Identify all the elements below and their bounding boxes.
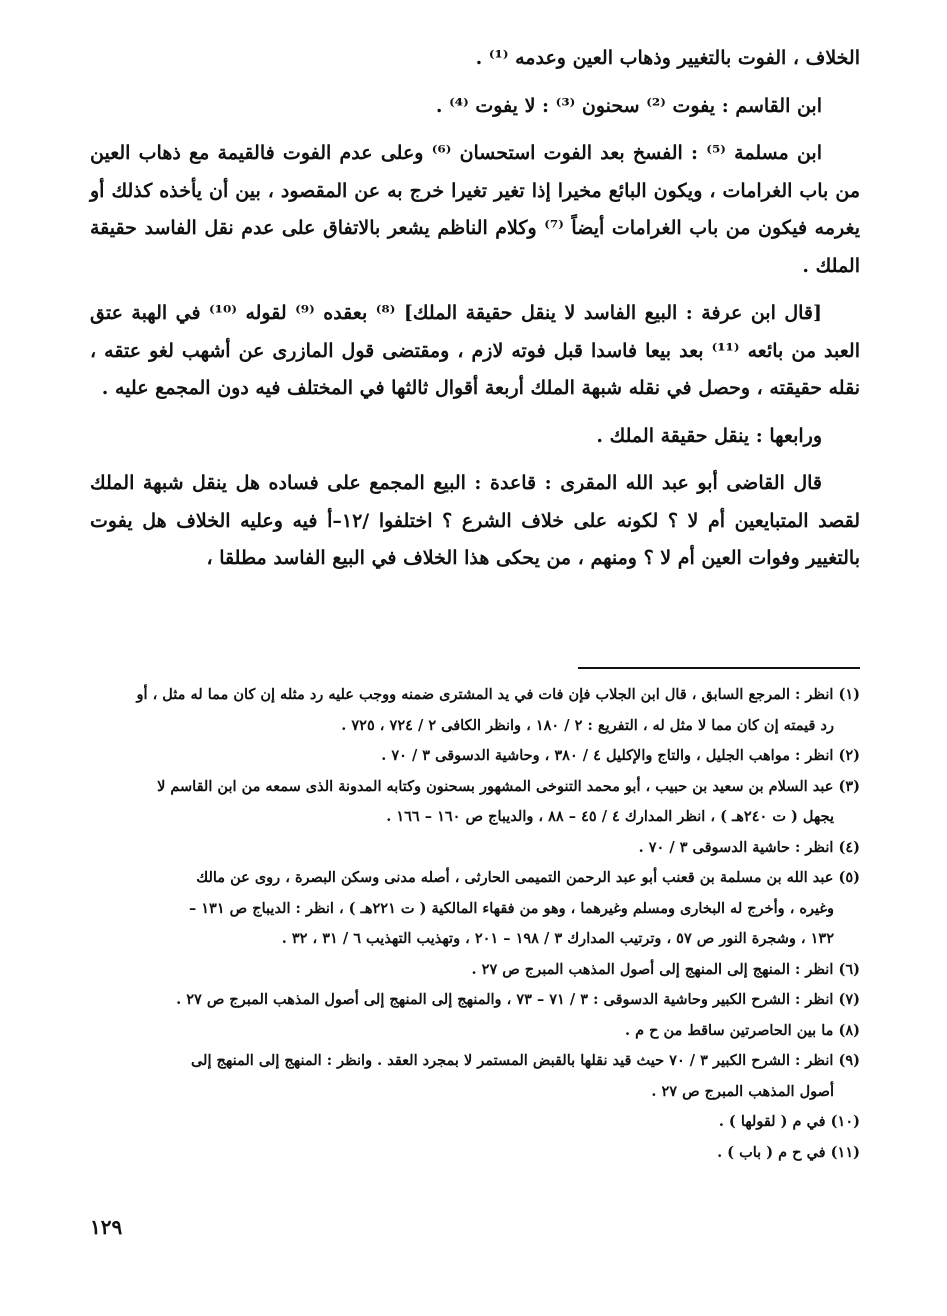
footnote-number: (٦)	[838, 960, 860, 978]
footnote-text: عبد الله بن مسلمة بن قعنب أبو عبد الرحمن التميمى الحارثى ، أصله مدنى وسكن البصرة ، روى عن مالك	[196, 869, 834, 886]
footnote-number: (٥)	[838, 869, 860, 886]
footnotes-section	[90, 680, 860, 1168]
footnote-7	[90, 985, 860, 1016]
paragraph-3: ابن مسلمة ⁽⁵⁾ : الفسخ بعد الفوت استحسان ⁽⁶⁾ وعلى عدم الفوت فالقيمة مع ذهاب العين من باب الغرامات ، ويكون البائع مخيرا إذا تغير تغيرا خرج به عن المقصود ، بين أن يأخذه كذلك أو يغرمه فيكون من باب الغرامات أيضاً ⁽⁷⁾ وكلام الناظم يشعر بالاتفاق على عدم نقل الفاسد حقيقة الملك .	[90, 142, 860, 277]
footnote-number: (٧)	[838, 991, 860, 1008]
footnote-text: انظر : المنهج إلى المنهج إلى أصول المذهب المبرج ص ٢٧ .	[471, 960, 834, 978]
paragraph-6: قال القاضى أبو عبد الله المقرى : قاعدة : البيع المجمع على فساده هل ينقل شبهة الملك لقصد المتبايعين أم لا ؟ لكونه على خلاف الشرع ؟ اختلفوا /١٢–أ فيه وعليه الخلاف هل يفوت بالتغيير وفوات العين أم لا ؟ ومنهم ، من يحكى هذا الخلاف في البيع الفاسد مطلقا ،	[90, 472, 861, 569]
footnote-5	[90, 863, 860, 955]
footnote-number: (١٠)	[830, 1113, 860, 1130]
paragraph-4: [قال ابن عرفة : البيع الفاسد لا ينقل حقيقة الملك] ⁽⁸⁾ بعقده ⁽⁹⁾ لقوله ⁽¹⁰⁾ في الهبة عتق العبد من بائعه ⁽¹¹⁾ بعد بيعا فاسدا قبل فوته لازم ، ومقتضى قول المازرى عن أشهب لغو عتقه ، نقله حقيقته ، وحصل في نقله شبهة الملك أربعة أقوال ثالثها في المختلف فيه دون المجمع عليه .	[90, 302, 860, 399]
footnote-text-cont: يجهل ( ت ٢٤٠هـ ) ، انظر المدارك ٤ / ٤٥ – ٨٨ ، والديباج ص ١٦٠ – ١٦٦ .	[386, 808, 834, 825]
footnote-text: في م ( لقولها ) .	[718, 1113, 826, 1130]
footnote-text: انظر : الشرح الكبير وحاشية الدسوقى : ٣ / ٧١ – ٧٣ ، والمنهج إلى المنهج إلى أصول المذهب المبرج ص ٢٧ .	[176, 991, 834, 1008]
footnote-number: (٢)	[838, 747, 860, 764]
footnote-text: عبد السلام بن سعيد بن حبيب ، أبو محمد التنوخى المشهور بسحنون وكتابه المدونة الذى سمعه من ابن القاسم لا	[157, 777, 834, 795]
main-text	[90, 40, 860, 578]
footnote-4	[90, 833, 860, 864]
footnote-number: (١)	[838, 686, 860, 703]
footnote-9	[90, 1046, 860, 1107]
footnote-separator	[578, 667, 860, 669]
footnote-text: في ح م ( باب ) .	[717, 1143, 826, 1161]
footnote-3	[90, 772, 860, 833]
footnote-text: انظر : مواهب الجليل ، والتاج والإكليل ٤ / ٣٨٠ ، وحاشية الدسوقى ٣ / ٧٠ .	[381, 747, 834, 764]
footnote-8	[90, 1016, 860, 1047]
footnote-number: (٤)	[838, 838, 860, 856]
paragraph-1: الخلاف ، الفوت بالتغيير وذهاب العين وعدمه ⁽¹⁾ .	[475, 47, 860, 69]
footnote-text-cont: رد قيمته إن كان مما لا مثل له ، التفريع : ٢ / ١٨٠ ، وانظر الكافى ٢ / ٧٢٤ ، ٧٢٥ .	[341, 716, 834, 734]
footnote-text-cont: وغيره ، وأخرج له البخارى ومسلم وغيرهما ، وهو من فقهاء المالكية ( ت ٢٢١هـ ) ، انظر : الديباج ص ١٣١ –	[188, 899, 834, 917]
footnote-text: انظر : المرجع السابق ، قال ابن الجلاب فإن فات في يد المشترى ضمنه ووجب عليه رد مثله إن كان مما له مثل ، أو	[136, 686, 834, 703]
footnote-2	[90, 741, 860, 772]
footnote-text: ما بين الحاصرتين ساقط من ح م .	[624, 1021, 834, 1039]
footnote-1	[90, 680, 860, 741]
footnote-number: (٣)	[838, 777, 860, 795]
footnote-10	[90, 1107, 860, 1138]
footnote-text-cont: ١٣٢ ، وشجرة النور ص ٥٧ ، وترتيب المدارك ٣ / ١٩٨ – ٢٠١ ، وتهذيب التهذيب ٦ / ٣١ ، ٣٢ .	[281, 930, 834, 947]
footnote-number: (٨)	[838, 1021, 860, 1039]
paragraph-2: ابن القاسم : يفوت ⁽²⁾ سحنون ⁽³⁾ : لا يفوت ⁽⁴⁾ .	[435, 94, 822, 117]
footnote-text-cont: أصول المذهب المبرج ص ٢٧ .	[651, 1082, 834, 1100]
footnote-text: انظر : الشرح الكبير ٣ / ٧٠ حيث قيد نقلها بالقبض المستمر لا بمجرد العقد . وانظر : المنهج إلى المنهج إلى	[190, 1052, 834, 1069]
page-number: ١٢٩	[90, 1215, 123, 1239]
book-page	[90, 40, 860, 1280]
footnote-11	[90, 1138, 860, 1169]
footnote-number: (٩)	[838, 1052, 860, 1069]
paragraph-5: ورابعها : ينقل حقيقة الملك .	[596, 424, 822, 447]
footnote-text: انظر : حاشية الدسوقى ٣ / ٧٠ .	[638, 838, 834, 856]
footnote-number: (١١)	[830, 1143, 860, 1161]
footnote-6	[90, 955, 860, 986]
